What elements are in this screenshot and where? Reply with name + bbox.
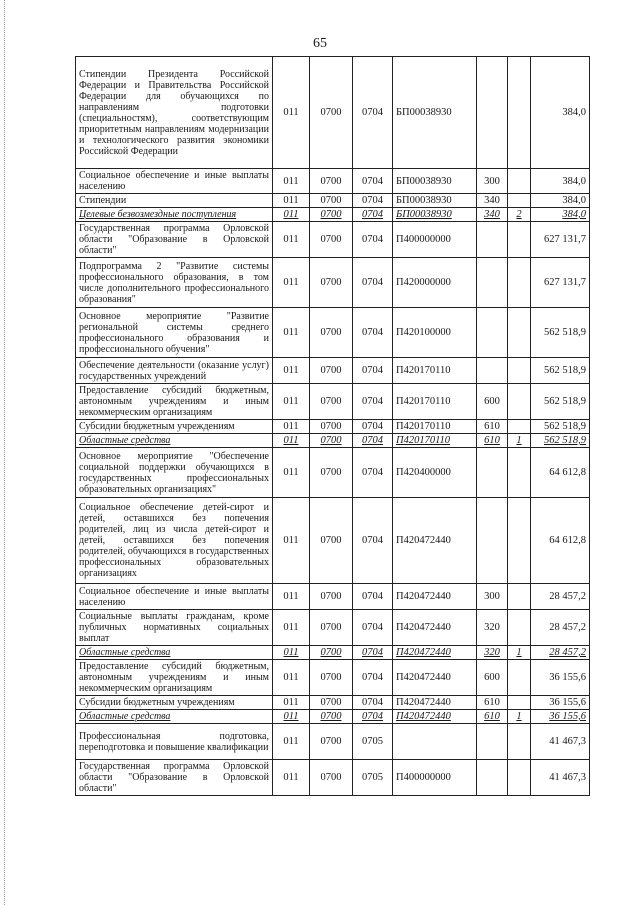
cell-vr: 300 [477,584,508,610]
cell-pr: 0704 [353,222,393,258]
cell-ist [508,57,531,169]
cell-vr: 320 [477,646,508,660]
cell-name: Предоставление субсидий бюджетным, автономным учреждениям и иным некоммерческим организациям [76,660,273,696]
cell-gr: 011 [273,724,310,760]
cell-gr: 011 [273,384,310,420]
cell-rz: 0700 [310,710,353,724]
cell-ist [508,169,531,194]
table-row [76,660,590,696]
cell-amount: 28 457,2 [531,584,590,610]
funding-source-row [76,208,590,222]
cell-pr: 0704 [353,696,393,710]
cell-csr: П420100000 [393,308,477,358]
cell-ist: 1 [508,646,531,660]
cell-name: Подпрограмма 2 "Развитие системы профессионального образования, в том числе дополнительного профессионального образования" [76,258,273,308]
table-row [76,760,590,796]
cell-pr: 0704 [353,660,393,696]
cell-rz: 0700 [310,308,353,358]
cell-ist [508,420,531,434]
cell-csr: П420170110 [393,434,477,448]
cell-pr: 0704 [353,420,393,434]
cell-rz: 0700 [310,724,353,760]
cell-csr: П400000000 [393,222,477,258]
cell-amount: 384,0 [531,208,590,222]
cell-rz: 0700 [310,384,353,420]
cell-ist: 1 [508,710,531,724]
cell-vr [477,222,508,258]
cell-ist [508,308,531,358]
cell-rz: 0700 [310,660,353,696]
cell-name: Субсидии бюджетным учреждениям [76,420,273,434]
cell-pr: 0704 [353,498,393,584]
cell-ist [508,696,531,710]
cell-vr: 340 [477,194,508,208]
cell-amount: 28 457,2 [531,646,590,660]
cell-ist [508,222,531,258]
cell-gr: 011 [273,498,310,584]
cell-pr: 0704 [353,434,393,448]
cell-csr: П420400000 [393,448,477,498]
cell-ist [508,498,531,584]
cell-pr: 0704 [353,710,393,724]
cell-csr: П420170110 [393,420,477,434]
cell-rz: 0700 [310,57,353,169]
table-row [76,222,590,258]
cell-pr: 0704 [353,258,393,308]
cell-amount: 41 467,3 [531,724,590,760]
cell-name: Предоставление субсидий бюджетным, автономным учреждениям и иным некоммерческим организациям [76,384,273,420]
cell-gr: 011 [273,222,310,258]
cell-csr: П420472440 [393,696,477,710]
cell-csr: П420472440 [393,498,477,584]
cell-amount: 562 518,9 [531,308,590,358]
funding-source-row [76,434,590,448]
cell-rz: 0700 [310,208,353,222]
cell-pr: 0704 [353,646,393,660]
cell-pr: 0704 [353,208,393,222]
cell-gr: 011 [273,208,310,222]
cell-csr: П420170110 [393,384,477,420]
cell-name: Целевые безвозмездные поступления [76,208,273,222]
table-row [76,194,590,208]
cell-pr: 0704 [353,610,393,646]
cell-csr: П420472440 [393,610,477,646]
cell-amount: 562 518,9 [531,358,590,384]
cell-name: Государственная программа Орловской области "Образование в Орловской области" [76,222,273,258]
cell-rz: 0700 [310,498,353,584]
cell-name: Социальное обеспечение и иные выплаты населению [76,169,273,194]
cell-ist [508,610,531,646]
cell-name: Стипендии Президента Российской Федерации и Правительства Российской Федерации для обучающихся по направлениям подготовки (специальностям), соответствующим приоритетным направлениям модернизации и технологического развития экономики Российской Федерации [76,57,273,169]
cell-rz: 0700 [310,696,353,710]
cell-gr: 011 [273,710,310,724]
cell-gr: 011 [273,434,310,448]
cell-pr: 0704 [353,169,393,194]
cell-ist [508,258,531,308]
cell-vr [477,258,508,308]
cell-ist: 2 [508,208,531,222]
cell-name: Областные средства [76,646,273,660]
cell-gr: 011 [273,610,310,646]
cell-name: Социальное обеспечение и иные выплаты населению [76,584,273,610]
cell-amount: 384,0 [531,169,590,194]
table-row [76,57,590,169]
cell-vr: 610 [477,434,508,448]
budget-table [75,56,590,796]
cell-ist [508,384,531,420]
cell-rz: 0700 [310,194,353,208]
cell-amount: 562 518,9 [531,434,590,448]
table-row [76,610,590,646]
cell-amount: 41 467,3 [531,760,590,796]
cell-gr: 011 [273,258,310,308]
cell-gr: 011 [273,169,310,194]
table-row [76,448,590,498]
cell-name: Областные средства [76,434,273,448]
cell-csr: БП00038930 [393,169,477,194]
cell-amount: 562 518,9 [531,420,590,434]
cell-csr: П420472440 [393,710,477,724]
cell-amount: 384,0 [531,57,590,169]
table-row [76,584,590,610]
cell-gr: 011 [273,584,310,610]
cell-pr: 0705 [353,724,393,760]
cell-name: Социальное обеспечение детей-сирот и детей, оставшихся без попечения родителей, лиц из числа детей-сирот и детей, оставшихся без попечения родителей, обучающихся в государственных профессиональных образовательных организациях [76,498,273,584]
cell-name: Основное мероприятие "Обеспечение социальной поддержки обучающихся в государственных профессиональных образовательных организациях" [76,448,273,498]
table-row [76,358,590,384]
cell-pr: 0704 [353,57,393,169]
cell-gr: 011 [273,194,310,208]
funding-source-row [76,646,590,660]
cell-ist [508,448,531,498]
cell-pr: 0704 [353,584,393,610]
cell-ist: 1 [508,434,531,448]
page-number: 65 [313,36,327,51]
cell-vr: 340 [477,208,508,222]
cell-rz: 0700 [310,420,353,434]
cell-amount: 562 518,9 [531,384,590,420]
cell-vr: 600 [477,384,508,420]
cell-amount: 384,0 [531,194,590,208]
cell-rz: 0700 [310,584,353,610]
cell-amount: 36 155,6 [531,696,590,710]
cell-vr [477,760,508,796]
cell-pr: 0705 [353,760,393,796]
cell-csr: БП00038930 [393,208,477,222]
cell-csr: П420472440 [393,660,477,696]
table-row [76,696,590,710]
cell-pr: 0704 [353,448,393,498]
table-row [76,724,590,760]
cell-gr: 011 [273,358,310,384]
cell-amount: 627 131,7 [531,258,590,308]
cell-rz: 0700 [310,358,353,384]
cell-csr: П400000000 [393,760,477,796]
cell-name: Стипендии [76,194,273,208]
cell-csr: П420170110 [393,358,477,384]
cell-csr: БП00038930 [393,57,477,169]
cell-ist [508,660,531,696]
cell-amount: 36 155,6 [531,710,590,724]
cell-pr: 0704 [353,194,393,208]
cell-name: Обеспечение деятельности (оказание услуг) государственных учреждений [76,358,273,384]
cell-ist [508,724,531,760]
cell-amount: 64 612,8 [531,448,590,498]
cell-gr: 011 [273,448,310,498]
cell-name: Государственная программа Орловской области "Образование в Орловской области" [76,760,273,796]
cell-gr: 011 [273,420,310,434]
cell-name: Субсидии бюджетным учреждениям [76,696,273,710]
cell-name: Социальные выплаты гражданам, кроме публичных нормативных социальных выплат [76,610,273,646]
cell-pr: 0704 [353,358,393,384]
cell-ist [508,194,531,208]
cell-vr [477,57,508,169]
cell-vr: 300 [477,169,508,194]
cell-csr: П420472440 [393,646,477,660]
table-row [76,308,590,358]
cell-amount: 36 155,6 [531,660,590,696]
cell-gr: 011 [273,308,310,358]
cell-rz: 0700 [310,610,353,646]
cell-rz: 0700 [310,258,353,308]
cell-rz: 0700 [310,169,353,194]
cell-ist [508,584,531,610]
table-row [76,498,590,584]
cell-csr: П420472440 [393,584,477,610]
cell-csr: П420000000 [393,258,477,308]
cell-vr: 320 [477,610,508,646]
cell-amount: 28 457,2 [531,610,590,646]
cell-csr: БП00038930 [393,194,477,208]
cell-vr: 600 [477,660,508,696]
cell-rz: 0700 [310,760,353,796]
cell-rz: 0700 [310,646,353,660]
cell-rz: 0700 [310,434,353,448]
table-row [76,420,590,434]
cell-rz: 0700 [310,448,353,498]
cell-gr: 011 [273,57,310,169]
table-row [76,384,590,420]
cell-gr: 011 [273,646,310,660]
table-row [76,258,590,308]
cell-vr [477,308,508,358]
cell-ist [508,760,531,796]
table-row [76,169,590,194]
cell-name: Основное мероприятие "Развитие региональной системы среднего профессионального образования и профессионального обучения" [76,308,273,358]
funding-source-row [76,710,590,724]
cell-name: Профессиональная подготовка, переподготовка и повышение квалификации [76,724,273,760]
cell-pr: 0704 [353,308,393,358]
cell-gr: 011 [273,696,310,710]
cell-amount: 627 131,7 [531,222,590,258]
cell-vr [477,448,508,498]
cell-gr: 011 [273,660,310,696]
cell-csr [393,724,477,760]
cell-gr: 011 [273,760,310,796]
cell-name: Областные средства [76,710,273,724]
cell-pr: 0704 [353,384,393,420]
cell-vr: 610 [477,696,508,710]
cell-vr [477,724,508,760]
cell-vr [477,358,508,384]
binding-edge [4,0,7,905]
cell-amount: 64 612,8 [531,498,590,584]
cell-vr: 610 [477,710,508,724]
cell-ist [508,358,531,384]
cell-vr [477,498,508,584]
cell-vr: 610 [477,420,508,434]
cell-rz: 0700 [310,222,353,258]
